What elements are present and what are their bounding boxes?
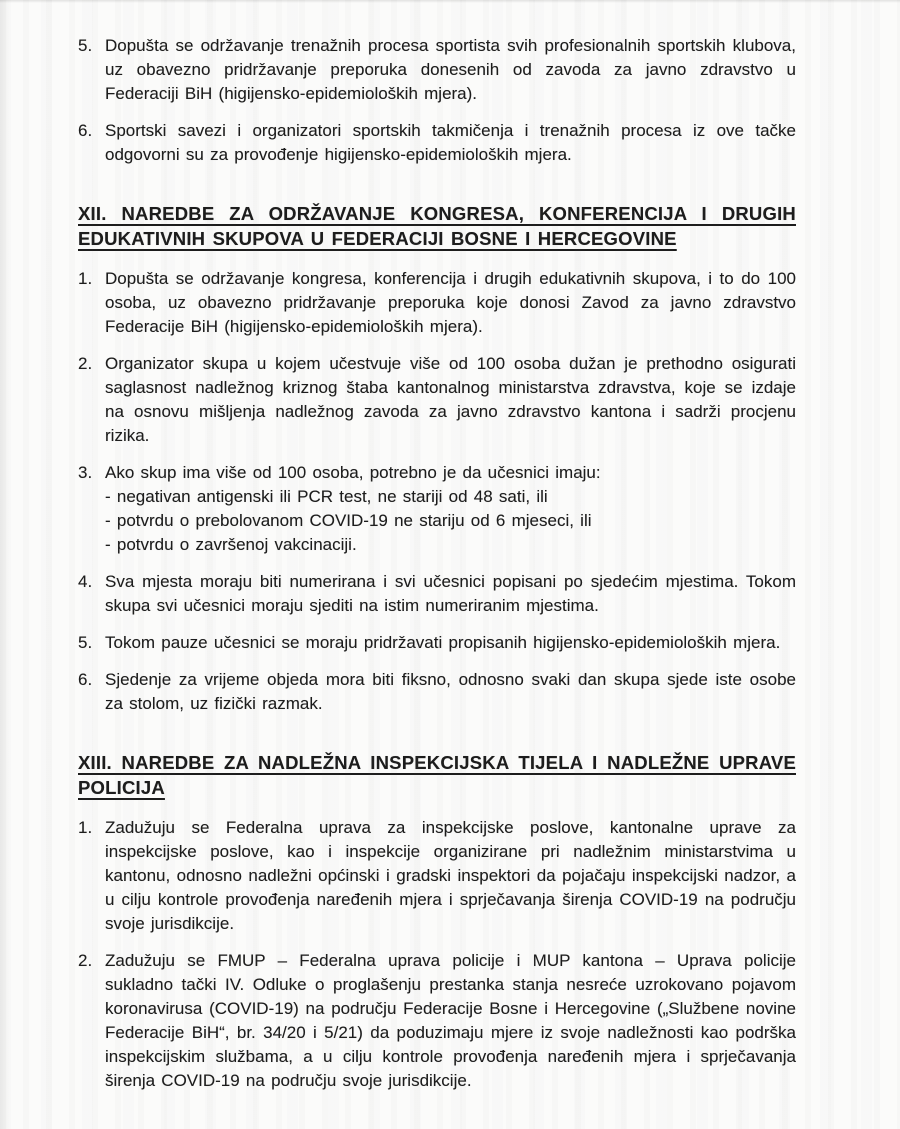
list-item xyxy=(78,949,796,1093)
item-number: 1. xyxy=(78,269,93,288)
item-text: Sva mjesta moraju biti numerirana i svi učesnici popisani po sjedećim mjestima. Tokom skupa svi učesnici moraju sjediti na istim numeriranim mjestima. xyxy=(105,572,796,615)
section-heading-line: XIII. NAREDBE ZA NADLEŽNA INSPEKCIJSKA TIJELA I NADLEŽNE UPRAVE xyxy=(78,752,796,773)
list-item xyxy=(78,461,796,557)
item-number: 6. xyxy=(78,121,93,140)
item-number: 2. xyxy=(78,354,93,373)
item-subline: - negativan antigenski ili PCR test, ne stariji od 48 sati, ili xyxy=(105,487,548,506)
item-number: 3. xyxy=(78,463,93,482)
item-subline: - potvrdu o prebolovanom COVID-19 ne stariju od 6 mjeseci, ili xyxy=(105,511,592,530)
list-item xyxy=(78,570,796,618)
list-item xyxy=(78,352,796,448)
item-text: Sportski savezi i organizatori sportskih takmičenja i trenažnih procesa iz ove tačke odgovorni su za provođenje higijensko-epidemioloških mjera. xyxy=(105,121,796,164)
item-text: Tokom pauze učesnici se moraju pridržavati propisanih higijensko-epidemioloških mjera. xyxy=(105,633,781,652)
list-item xyxy=(78,816,796,936)
item-text: Organizator skupa u kojem učestvuje više od 100 osoba dužan je prethodno osigurati saglasnost nadležnog kriznog štaba kantonalnog ministarstva zdravstva, koje se izdaje na osnovu mišljenja nadležnog zavoda za javno zdravstvo kantona i sadrži procjenu rizika. xyxy=(105,354,796,445)
item-text: Dopušta se održavanje trenažnih procesa sportista svih profesionalnih sportskih klubova, uz obavezno pridržavanje preporuka donesenih od zavoda za javno zdravstvo u Federaciji BiH (higijensko-epidemioloških mjera). xyxy=(105,36,796,103)
item-number: 5. xyxy=(78,36,93,55)
item-subline: - potvrdu o završenoj vakcinaciji. xyxy=(105,535,357,554)
item-text: Zadužuju se FMUP – Federalna uprava policije i MUP kantona – Uprava policije sukladno tački IV. Odluke o proglašenju prestanka stanja nesreće uzrokovano pojavom koronavirusa (COVID-19) na području Federacije Bosne i Hercegovine („Službene novine Federacije BiH“, br. 34/20 i 5/21) da poduzimaju mjere iz svoje nadležnosti kao podrška inspekcijskim službama, a u cilju kontrole provođenja naređenih mjera i sprječavanja širenja COVID-19 na području svoje jurisdikcije. xyxy=(105,951,796,1090)
item-number: 4. xyxy=(78,572,93,591)
item-text-line: Ako skup ima više od 100 osoba, potrebno je da učesnici imaju: xyxy=(105,463,601,482)
item-number: 2. xyxy=(78,951,93,970)
section-heading-line: POLICIJA xyxy=(78,777,165,798)
list-item xyxy=(78,267,796,339)
section-heading xyxy=(78,201,796,251)
list-item xyxy=(78,668,796,716)
section-heading xyxy=(78,750,796,800)
item-text: Zadužuju se Federalna uprava za inspekcijske poslove, kantonalne uprave za inspekcijske poslove, kao i inspekcije organizirane pri nadležnim ministarstvima u kantonu, odnosno nadležni općinski i gradski inspektori da pojačaju inspekcijski nadzor, a u cilju kontrole provođenja naređenih mjera i sprječavanja širenja COVID-19 na području svoje jurisdikcije. xyxy=(105,818,796,933)
item-text: Dopušta se održavanje kongresa, konferencija i drugih edukativnih skupova, i to do 100 osoba, uz obavezno pridržavanje preporuka koje donosi Zavod za javno zdravstvo Federacije BiH (higijensko-epidemioloških mjera). xyxy=(105,269,796,336)
section-heading-line: EDUKATIVNIH SKUPOVA U FEDERACIJI BOSNE I HERCEGOVINE xyxy=(78,228,677,249)
list-item xyxy=(78,119,796,167)
list-item xyxy=(78,34,796,106)
item-text xyxy=(105,461,796,557)
list-item xyxy=(78,631,796,655)
item-number: 6. xyxy=(78,670,93,689)
item-number: 1. xyxy=(78,818,93,837)
section-heading-line: XII. NAREDBE ZA ODRŽAVANJE KONGRESA, KONFERENCIJA I DRUGIH xyxy=(78,203,796,224)
item-number: 5. xyxy=(78,633,93,652)
item-text: Sjedenje za vrijeme objeda mora biti fiksno, odnosno svaki dan skupa sjede iste osobe za stolom, uz fizički razmak. xyxy=(105,670,796,713)
